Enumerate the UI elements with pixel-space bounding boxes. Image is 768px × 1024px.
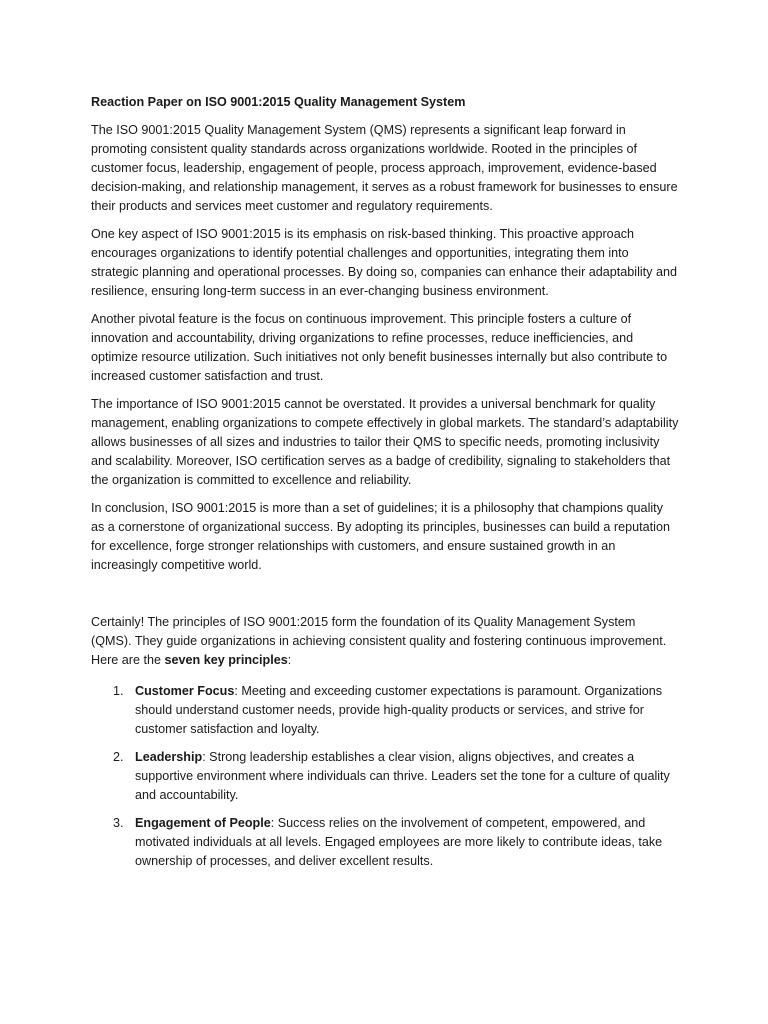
list-item-text: : Strong leadership establishes a clear vision, aligns objectives, and creates a supportive environment where individuals can thrive. Leaders set the tone for a culture of quality and accountability.	[135, 750, 670, 802]
list-item-text: : Success relies on the involvement of competent, empowered, and motivated individuals at all levels. Engaged employees are more likely to contribute ideas, take ownership of processes, and deliver excellent results.	[135, 816, 663, 868]
principles-list	[91, 682, 679, 871]
list-item	[91, 748, 679, 805]
paragraph-continuous-improvement: Another pivotal feature is the focus on continuous improvement. This principle fosters a culture of innovation and accountability, driving organizations to refine processes, reduce inefficiencies, and optimize resource utilization. Such initiatives not only benefit businesses internally but also contribute to increased customer satisfaction and trust.	[91, 312, 668, 383]
list-item	[91, 814, 679, 871]
list-item-number: 2.	[113, 750, 124, 764]
document-page	[91, 93, 679, 880]
list-item-term: Customer Focus	[135, 684, 235, 698]
paragraph-intro: The ISO 9001:2015 Quality Management System (QMS) represents a significant leap forward in promoting consistent quality standards across organizations worldwide. Rooted in the principles of customer focus, leadership, engagement of people, process approach, improvement, evidence-based decision-making, and relationship management, it serves as a robust framework for businesses to ensure their products and services meet customer and regulatory requirements.	[91, 123, 678, 213]
paragraph-conclusion: In conclusion, ISO 9001:2015 is more than a set of guidelines; it is a philosophy that champions quality as a cornerstone of organizational success. By adopting its principles, businesses can build a reputation for excellence, forge stronger relationships with customers, and ensure sustained growth in an increasingly competitive world.	[91, 501, 670, 572]
paragraph-risk-based-thinking: One key aspect of ISO 9001:2015 is its emphasis on risk-based thinking. This proactive approach encourages organizations to identify potential challenges and opportunities, integrating them into strategic planning and operational processes. By doing so, companies can enhance their adaptability and resilience, ensuring long-term success in an ever-changing business environment.	[91, 227, 677, 298]
principles-intro	[91, 613, 679, 670]
list-item-number: 3.	[113, 816, 124, 830]
list-item-number: 1.	[113, 684, 124, 698]
list-item-term: Leadership	[135, 750, 203, 764]
list-item-term: Engagement of People	[135, 816, 271, 830]
paragraph-importance: The importance of ISO 9001:2015 cannot be overstated. It provides a universal benchmark for quality management, enabling organizations to compete effectively in global markets. The standard’s adaptability allows businesses of all sizes and industries to tailor their QMS to specific needs, promoting inclusivity and scalability. Moreover, ISO certification serves as a badge of credibility, signaling to stakeholders that the organization is committed to excellence and reliability.	[91, 397, 679, 487]
principles-intro-bold: seven key principles	[164, 653, 288, 667]
document-title: Reaction Paper on ISO 9001:2015 Quality Management System	[91, 95, 466, 109]
principles-intro-tail: :	[287, 653, 292, 667]
list-item	[91, 682, 679, 739]
list-item-text: : Meeting and exceeding customer expectations is paramount. Organizations should understand customer needs, provide high-quality products or services, and strive for customer satisfaction and loyalty.	[135, 684, 663, 736]
principles-intro-text: Certainly! The principles of ISO 9001:2015 form the foundation of its Quality Management System (QMS). They guide organizations in achieving consistent quality and fostering continuous improvement. Here are the	[91, 615, 667, 667]
section-gap	[91, 584, 679, 613]
